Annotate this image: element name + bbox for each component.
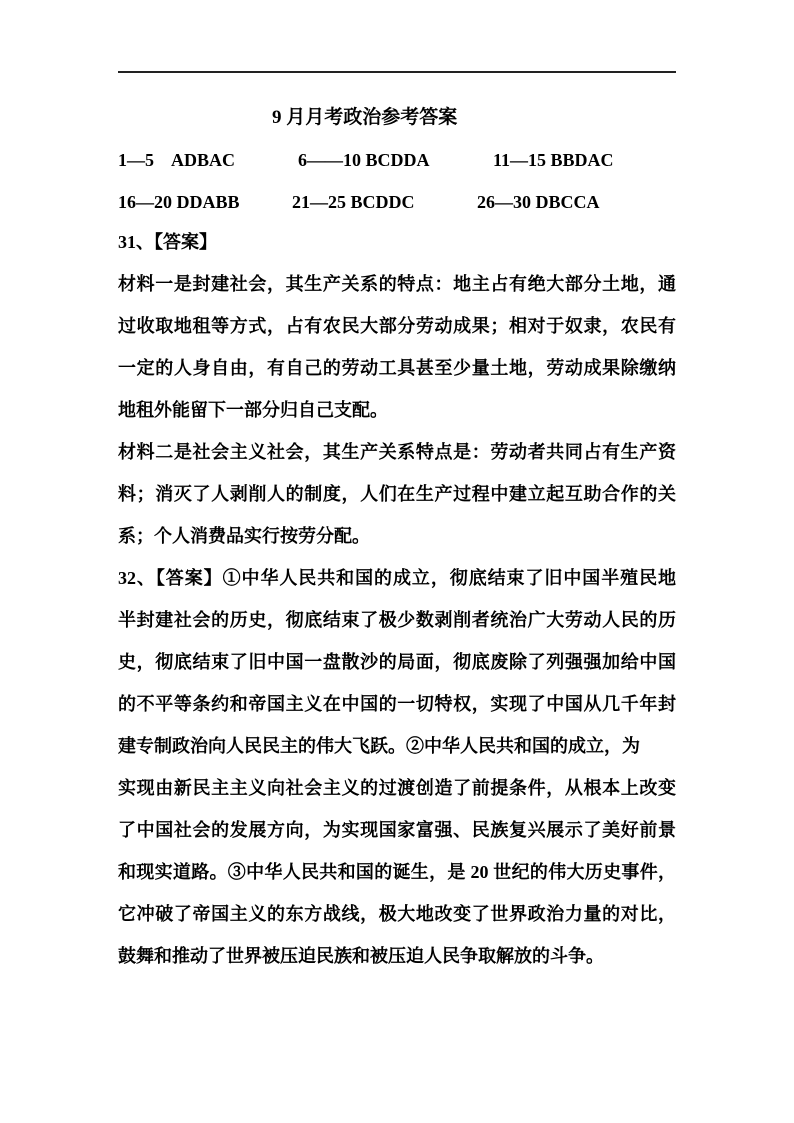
text-line: 实现由新民主主义向社会主义的过渡创造了前提条件，从根本上改变	[118, 778, 676, 798]
answer-group: 16—20 DDABB	[118, 192, 240, 212]
answer-group: 1—5 ADBAC	[118, 150, 236, 170]
text-line: 的不平等条约和帝国主义在中国的一切特权，实现了中国从几千年封	[118, 694, 676, 714]
text-line: 鼓舞和推动了世界被压迫民族和被压迫人民争取解放的斗争。	[118, 946, 604, 966]
text-line: 料；消灭了人剥削人的制度，人们在生产过程中建立起互助合作的关	[118, 484, 676, 504]
text-line: 和现实道路。③中华人民共和国的诞生，是 20 世纪的伟大历史事件，	[118, 862, 676, 882]
text-line: 半封建社会的历史，彻底结束了极少数剥削者统治广大劳动人民的历	[118, 610, 676, 630]
answer-group: 6——10 BCDDA	[298, 150, 430, 170]
answers-row-2	[118, 190, 698, 214]
text-line: 建专制政治向人民民主的伟大飞跃。②中华人民共和国的成立，为	[118, 736, 640, 756]
text-line: 材料二是社会主义社会，其生产关系特点是：劳动者共同占有生产资	[118, 442, 676, 462]
answer-group: 21—25 BCDDC	[292, 192, 415, 212]
text-line: 一定的人身自由，有自己的劳动工具甚至少量土地，劳动成果除缴纳	[118, 358, 676, 378]
text-line: 系；个人消费品实行按劳分配。	[118, 526, 370, 546]
text-line: 32、【答案】①中华人民共和国的成立，彻底结束了旧中国半殖民地	[118, 568, 676, 588]
text-line: 它冲破了帝国主义的东方战线，极大地改变了世界政治力量的对比，	[118, 904, 676, 924]
answer-group: 26—30 DBCCA	[477, 192, 600, 212]
answer-group: 11—15 BBDAC	[493, 150, 614, 170]
q31-answer	[118, 263, 676, 557]
q31-label: 31、【答案】	[118, 232, 217, 252]
text-line: 材料一是封建社会，其生产关系的特点：地主占有绝大部分土地，通	[118, 274, 676, 294]
text-line: 史，彻底结束了旧中国一盘散沙的局面，彻底废除了列强强加给中国	[118, 652, 676, 672]
text-line: 了中国社会的发展方向，为实现国家富强、民族复兴展示了美好前景	[118, 820, 676, 840]
header-rule	[118, 71, 676, 73]
text-line: 地租外能留下一部分归自己支配。	[118, 400, 388, 420]
text-line: 过收取地租等方式，占有农民大部分劳动成果；相对于奴隶，农民有	[118, 316, 676, 336]
q32-answer	[118, 557, 676, 977]
answers-row-1	[118, 148, 698, 172]
page-title: 9 月月考政治参考答案	[272, 107, 458, 128]
